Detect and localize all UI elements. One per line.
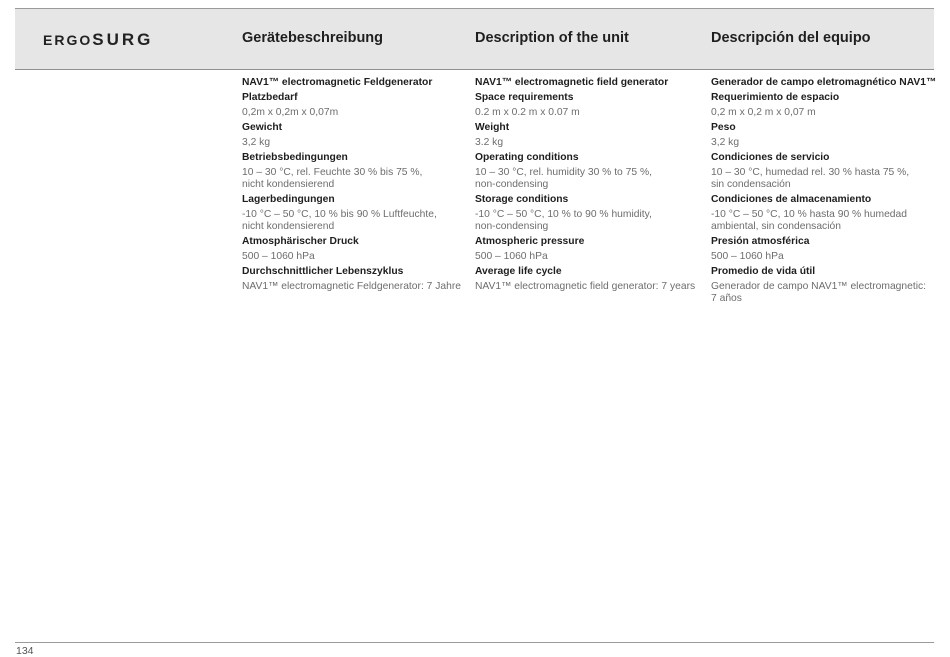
space-heading: Platzbedarf — [242, 92, 298, 103]
storage-heading: Storage conditions — [475, 194, 569, 205]
storage-value-line1: -10 °C – 50 °C, 10 % to 90 % humidity, — [475, 209, 652, 220]
operating-value-line2: nicht kondensierend — [242, 179, 335, 190]
logo-surg: SURG — [92, 30, 154, 49]
weight-heading: Weight — [475, 122, 510, 133]
footer-divider — [15, 642, 934, 643]
column-german — [242, 76, 470, 295]
product-name: NAV1™ electromagnetic field generator — [475, 77, 669, 88]
operating-value-line1: 10 – 30 °C, rel. Feuchte 30 % bis 75 %, — [242, 167, 423, 178]
storage-value-line2: nicht kondensierend — [242, 221, 335, 232]
storage-heading: Lagerbedingungen — [242, 194, 335, 205]
weight-value: 3.2 kg — [475, 137, 504, 148]
operating-value-line2: non-condensing — [475, 179, 549, 190]
space-value: 0,2 m x 0,2 m x 0,07 m — [711, 107, 816, 118]
lifecycle-value — [242, 280, 470, 295]
lifecycle-value-line2: 7 años — [711, 293, 742, 304]
pressure-value: 500 – 1060 hPa — [475, 251, 548, 262]
lifecycle-heading: Durchschnittlicher Lebenszyklus — [242, 266, 404, 277]
operating-heading: Operating conditions — [475, 152, 579, 163]
storage-value-line2: ambiental, sin condensación — [711, 221, 841, 232]
lifecycle-heading: Average life cycle — [475, 266, 562, 277]
lifecycle-value-line1: NAV1™ electromagnetic field generator: 7 years — [475, 281, 696, 292]
lifecycle-value-line1: Generador de campo NAV1™ electromagnetic: — [711, 281, 927, 292]
product-name: NAV1™ electromagnetic Feldgenerator — [242, 77, 433, 88]
pressure-value: 500 – 1060 hPa — [711, 251, 784, 262]
column-title-german: Gerätebeschreibung — [242, 30, 384, 46]
storage-value-line2: non-condensing — [475, 221, 549, 232]
pressure-heading: Presión atmosférica — [711, 236, 810, 247]
storage-value-line1: -10 °C – 50 °C, 10 % bis 90 % Luftfeuchte, — [242, 209, 437, 220]
operating-heading: Betriebsbedingungen — [242, 152, 348, 163]
operating-heading: Condiciones de servicio — [711, 152, 830, 163]
storage-value — [711, 208, 939, 235]
space-heading: Space requirements — [475, 92, 574, 103]
storage-value-line1: -10 °C – 50 °C, 10 % hasta 90 % humedad — [711, 209, 907, 220]
column-title-english: Description of the unit — [475, 30, 629, 46]
space-value: 0.2 m x 0.2 m x 0.07 m — [475, 107, 580, 118]
operating-value-line1: 10 – 30 °C, rel. humidity 30 % to 75 %, — [475, 167, 652, 178]
operating-value — [711, 166, 939, 193]
storage-heading: Condiciones de almacenamiento — [711, 194, 872, 205]
space-value: 0,2m x 0,2m x 0,07m — [242, 107, 339, 118]
operating-value-line2: sin condensación — [711, 179, 791, 190]
logo-ergo: ERGO — [43, 32, 93, 48]
column-english — [475, 76, 705, 295]
lifecycle-value — [711, 280, 939, 307]
storage-value — [242, 208, 470, 235]
operating-value-line1: 10 – 30 °C, humedad rel. 30 % hasta 75 %, — [711, 167, 910, 178]
weight-heading: Peso — [711, 122, 736, 133]
ergosurg-logo — [43, 30, 153, 50]
lifecycle-value-line1: NAV1™ electromagnetic Feldgenerator: 7 Jahre — [242, 281, 462, 292]
weight-value: 3,2 kg — [711, 137, 740, 148]
weight-heading: Gewicht — [242, 122, 283, 133]
pressure-heading: Atmospheric pressure — [475, 236, 585, 247]
column-title-spanish: Descripción del equipo — [711, 30, 871, 46]
lifecycle-value — [475, 280, 705, 295]
storage-value — [475, 208, 705, 235]
lifecycle-heading: Promedio de vida útil — [711, 266, 816, 277]
pressure-value: 500 – 1060 hPa — [242, 251, 315, 262]
page-number: 134 — [16, 645, 34, 657]
operating-value — [242, 166, 470, 193]
column-spanish — [711, 76, 939, 307]
operating-value — [475, 166, 705, 193]
weight-value: 3,2 kg — [242, 137, 271, 148]
pressure-heading: Atmosphärischer Druck — [242, 236, 359, 247]
product-name: Generador de campo eletromagnético NAV1™ — [711, 77, 937, 88]
space-heading: Requerimiento de espacio — [711, 92, 840, 103]
